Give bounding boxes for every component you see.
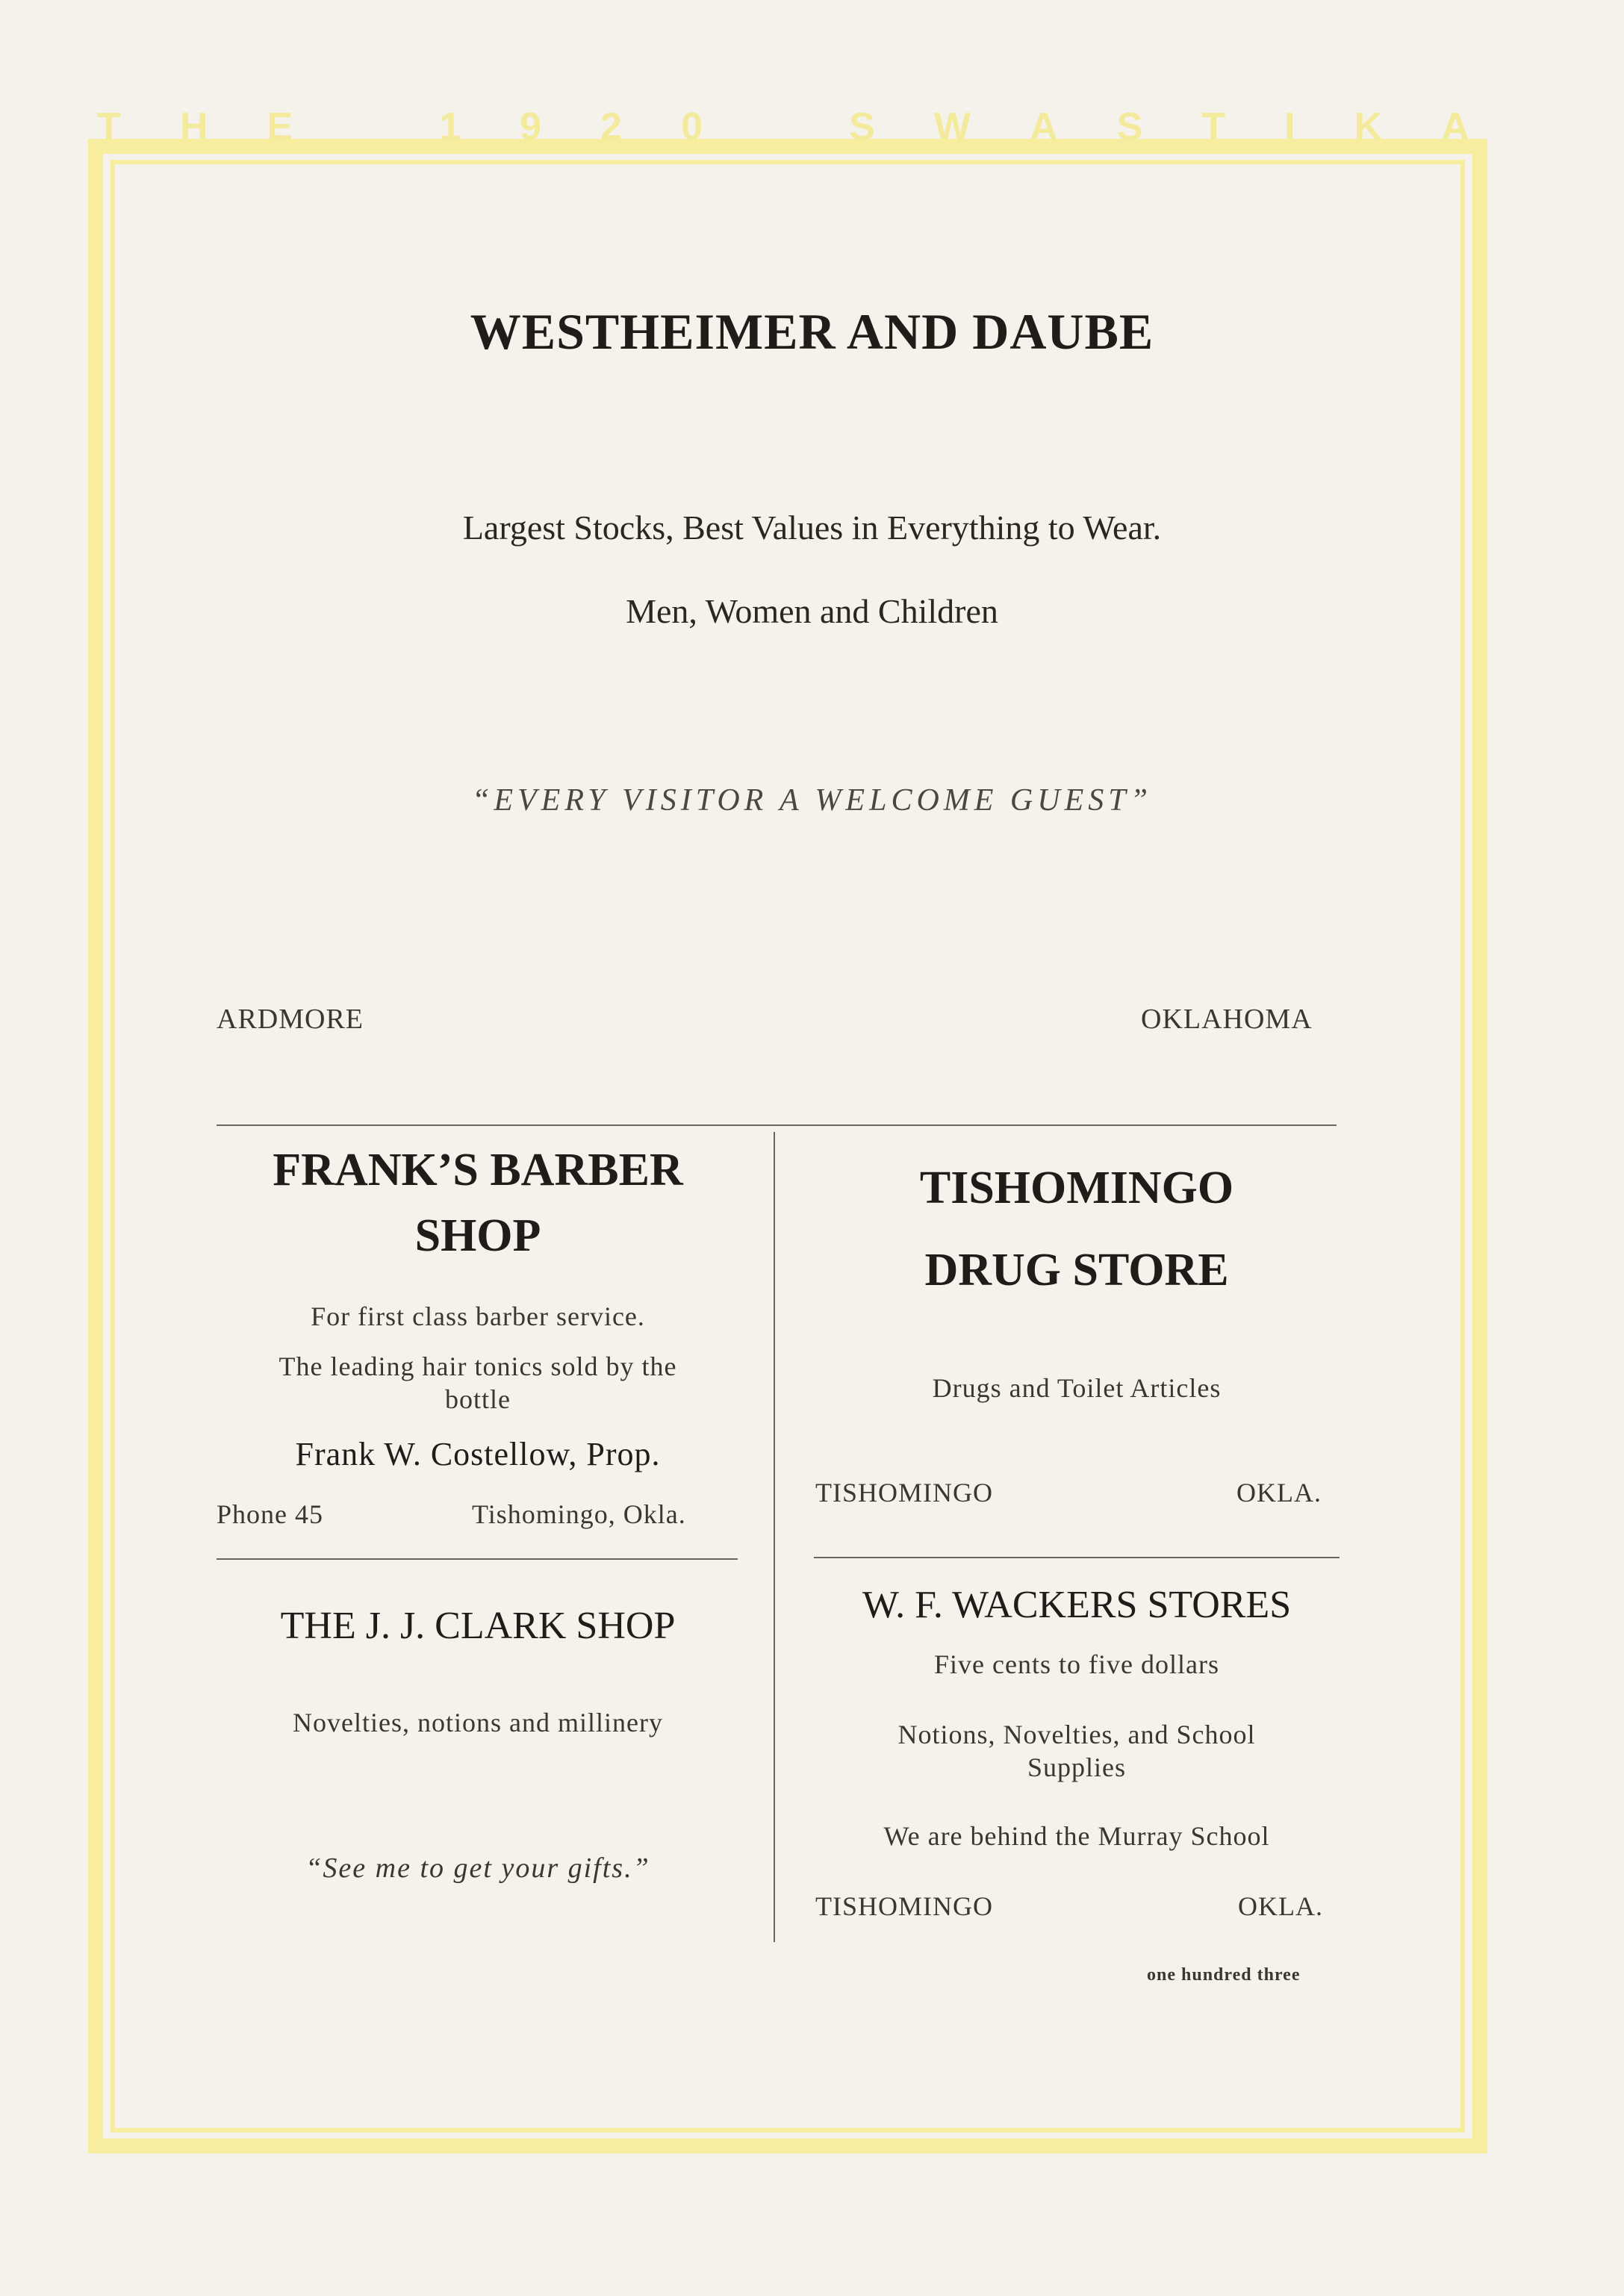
running-head-letter: 2: [600, 105, 624, 149]
wackers-city: TISHOMINGO: [815, 1891, 993, 1921]
franks-tonics: The leading hair tonics sold by the: [279, 1351, 677, 1381]
running-head-letter: 0: [681, 105, 705, 149]
wackers-products: Notions, Novelties, and School: [897, 1720, 1256, 1749]
running-head-letter: S: [1116, 105, 1145, 149]
drug-store-title-line2: DRUG STORE: [924, 1245, 1229, 1295]
running-head-letter: A: [1441, 105, 1471, 149]
running-head-letter: A: [1030, 105, 1060, 149]
clark-products: Novelties, notions and millinery: [293, 1708, 663, 1737]
franks-proprietor: Frank W. Costellow, Prop.: [295, 1436, 661, 1472]
westheimer-title: WESTHEIMER AND DAUBE: [470, 303, 1154, 360]
running-head-letter: 1: [439, 105, 463, 149]
running-head-letter: H: [179, 105, 210, 149]
wackers-state: OKLA.: [1238, 1891, 1323, 1921]
franks-service: For first class barber service.: [311, 1301, 645, 1331]
running-head-letter: E: [267, 105, 295, 149]
left-column-divider: [217, 1558, 738, 1560]
wackers-title: W. F. WACKERS STORES: [862, 1584, 1292, 1626]
clark-slogan: “See me to get your gifts.”: [305, 1852, 650, 1884]
wackers-products-line2: Supplies: [1027, 1752, 1126, 1782]
page-number: one hundred three: [1147, 1965, 1301, 1985]
westheimer-audience: Men, Women and Children: [626, 592, 998, 630]
franks-tonics-line2: bottle: [445, 1384, 511, 1414]
westheimer-city: ARDMORE: [217, 1004, 364, 1035]
right-column-divider: [814, 1557, 1340, 1558]
column-divider: [774, 1132, 775, 1942]
franks-title: FRANK’S BARBER: [273, 1145, 683, 1195]
drug-store-title: TISHOMINGO: [919, 1163, 1234, 1213]
westheimer-state: OKLAHOMA: [1141, 1004, 1313, 1035]
running-head-letter: S: [849, 105, 877, 149]
westheimer-tagline: Largest Stocks, Best Values in Everything to Wear.: [462, 508, 1162, 547]
franks-location: Tishomingo, Okla.: [472, 1499, 686, 1529]
running-head-letter: K: [1354, 105, 1384, 149]
clark-title: THE J. J. CLARK SHOP: [280, 1605, 676, 1647]
wackers-price-range: Five cents to five dollars: [934, 1649, 1219, 1679]
running-head-letter: I: [1284, 105, 1297, 149]
drug-store-city: TISHOMINGO: [815, 1478, 993, 1508]
section-divider: [217, 1124, 1337, 1126]
drug-store-products: Drugs and Toilet Articles: [932, 1373, 1222, 1403]
running-head-letter: 9: [520, 105, 544, 149]
franks-title-line2: SHOP: [414, 1210, 541, 1261]
running-head-letter: T: [1201, 105, 1228, 149]
running-head-letter: T: [97, 105, 122, 149]
drug-store-state: OKLA.: [1236, 1478, 1322, 1508]
running-head-letter: W: [933, 105, 972, 149]
wackers-location-note: We are behind the Murray School: [883, 1821, 1270, 1851]
westheimer-motto: “EVERY VISITOR A WELCOME GUEST”: [472, 783, 1152, 818]
franks-phone: Phone 45: [217, 1499, 323, 1529]
